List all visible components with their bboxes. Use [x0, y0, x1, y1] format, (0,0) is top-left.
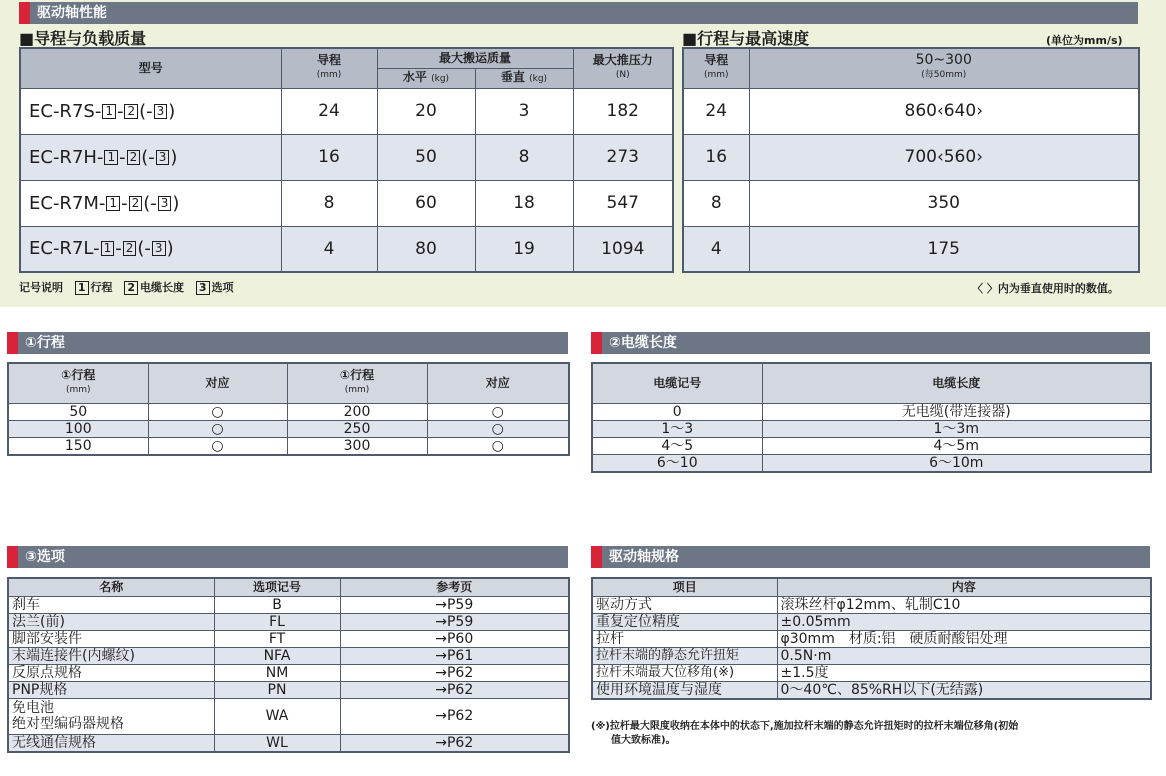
box-3: 3 [152, 241, 166, 256]
stroke-cell: 50 [8, 403, 148, 420]
lead-cell: 24 [281, 88, 377, 134]
support-cell: ○ [148, 420, 287, 437]
stroke-cell: 250 [287, 420, 427, 437]
kg-unit: (kg) [431, 73, 450, 84]
col-header-lead [683, 48, 749, 88]
table-row [20, 134, 673, 180]
option-name-cell: 刹车 [8, 596, 214, 613]
option-name-cell: PNP规格 [8, 681, 214, 698]
lead-load-title: ■导程与负载质量 [19, 29, 147, 48]
table-row [592, 403, 1151, 420]
col-header-option-code: 选项记号 [214, 578, 340, 596]
ref-page-cell: →P62 [340, 681, 569, 698]
cable-table [591, 362, 1152, 473]
lead-cell: 16 [281, 134, 377, 180]
spec-item-cell: 使用环境温度与湿度 [592, 681, 777, 699]
stroke-label: ①行程 [339, 368, 375, 383]
bracket-note: 〈 〉内为垂直使用时的数值。 [972, 282, 1119, 295]
thrust-cell: 547 [573, 180, 673, 226]
col-header-vertical [475, 68, 573, 88]
option-code-cell: NM [214, 664, 340, 681]
option-code-cell: FL [214, 613, 340, 630]
vertical-label: 垂直 [500, 69, 525, 84]
section-bar-stroke [7, 332, 568, 354]
spec-content-cell: 0～40℃、85%RH以下(无结露) [777, 681, 1151, 699]
spec-content-cell: 滚珠丝杆φ12mm、轧制C10 [777, 596, 1151, 613]
cable-code-cell: 1～3 [592, 420, 762, 437]
thrust-cell: 182 [573, 88, 673, 134]
table-row [8, 681, 569, 698]
table-row [8, 734, 569, 752]
stroke-cell: 150 [8, 437, 148, 455]
ref-page-cell: →P62 [340, 734, 569, 752]
section-bar-cable [591, 332, 1150, 354]
lead-unit: (mm) [316, 70, 342, 81]
lead-cell: 4 [281, 226, 377, 272]
thrust-cell: 273 [573, 134, 673, 180]
col-header-support: 对应 [148, 363, 287, 403]
table-row [592, 681, 1151, 699]
option-name-cell: 脚部安装件 [8, 630, 214, 647]
section-title: 驱动轴规格 [609, 549, 679, 565]
box-1: 1 [102, 104, 116, 119]
model-prefix: EC-R7H- [29, 146, 104, 168]
model-cell: EC-R7M- 1 - 2 (- 3 ) [20, 180, 281, 226]
cable-code-cell: 0 [592, 403, 762, 420]
lead-unit: (mm) [703, 70, 729, 81]
support-cell: ○ [427, 403, 569, 420]
thrust-label: 最大推压力 [592, 53, 653, 68]
col-header-ref-page: 参考页 [340, 578, 569, 596]
stroke-step: (每50mm) [921, 70, 967, 81]
model-cell: EC-R7H- 1 - 2 (- 3 ) [20, 134, 281, 180]
box-2: 2 [129, 196, 143, 211]
table-row [592, 420, 1151, 437]
col-header-thrust [573, 48, 673, 88]
ref-page-cell: →P59 [340, 613, 569, 630]
stroke-speed-title: ■行程与最高速度 [682, 29, 810, 48]
spec-item-cell: 重复定位精度 [592, 613, 777, 630]
stroke-range: 50~300 [915, 52, 972, 69]
cable-length-cell: 无电缆(带连接器) [762, 403, 1151, 420]
lead-cell: 4 [683, 226, 749, 272]
table-row [592, 596, 1151, 613]
spec-content-cell: φ30mm 材质:铝 硬质耐酸铝处理 [777, 630, 1151, 647]
legend-stroke: 行程 [90, 281, 113, 294]
table-row [8, 647, 569, 664]
lead-cell: 16 [683, 134, 749, 180]
table-row [8, 420, 569, 437]
table-row [8, 664, 569, 681]
section-title: ③选项 [25, 549, 65, 565]
footnote-line2: 值大致标准)。 [611, 735, 676, 746]
col-header-horizontal [377, 68, 475, 88]
lead-cell: 8 [281, 180, 377, 226]
spec-footnote [591, 720, 1018, 748]
table-row [8, 613, 569, 630]
mm-unit: (mm) [344, 385, 370, 396]
table-row [683, 226, 1139, 272]
section-title: ②电缆长度 [609, 335, 677, 351]
kg-unit: (kg) [529, 73, 548, 84]
cable-length-cell: 6～10m [762, 454, 1151, 472]
col-header-name: 名称 [8, 578, 214, 596]
support-cell: ○ [148, 437, 287, 455]
col-header-maxload: 最大搬运质量 [377, 48, 573, 68]
box-3: 3 [158, 196, 172, 211]
lead-label: 导程 [316, 53, 341, 68]
ref-page-cell: →P61 [340, 647, 569, 664]
spec-content-cell: ±1.5度 [777, 664, 1151, 681]
horizontal-cell: 60 [377, 180, 475, 226]
vertical-cell: 8 [475, 134, 573, 180]
spec-content-cell: 0.5N·m [777, 647, 1151, 664]
section-title: ①行程 [25, 335, 65, 351]
table-row [20, 226, 673, 272]
table-row [592, 630, 1151, 647]
option-code-cell: WA [214, 698, 340, 734]
lead-load-table [19, 47, 674, 273]
spec-item-cell: 拉杆末端最大位移角(※) [592, 664, 777, 681]
speed-cell: 860‹640› [749, 88, 1139, 134]
table-row [592, 647, 1151, 664]
model-prefix: EC-R7M- [29, 192, 106, 214]
section-bar-spec [591, 546, 1150, 568]
box-3: 3 [196, 281, 210, 295]
lead-cell: 8 [683, 180, 749, 226]
stroke-cell: 100 [8, 420, 148, 437]
box-2: 2 [124, 104, 138, 119]
table-row [683, 180, 1139, 226]
stroke-speed-table [682, 47, 1140, 273]
option-code-cell: WL [214, 734, 340, 752]
model-cell: EC-R7L- 1 - 2 (- 3 ) [20, 226, 281, 272]
option-name-cell: 法兰(前) [8, 613, 214, 630]
section-marker [7, 332, 18, 354]
ref-page-cell: →P59 [340, 596, 569, 613]
box-1: 1 [104, 150, 118, 165]
table-row [8, 403, 569, 420]
table-row [8, 630, 569, 647]
table-row [592, 613, 1151, 630]
symbol-legend [19, 279, 234, 295]
col-header-stroke [287, 363, 427, 403]
table-row [20, 88, 673, 134]
support-cell: ○ [427, 437, 569, 455]
table-row [592, 454, 1151, 472]
section-marker [591, 546, 602, 568]
model-prefix: EC-R7S- [29, 100, 102, 122]
horizontal-cell: 50 [377, 134, 475, 180]
table-row [683, 88, 1139, 134]
option-name-cell: 反原点规格 [8, 664, 214, 681]
table-row [8, 437, 569, 455]
box-1: 1 [101, 241, 115, 256]
ref-page-cell: →P60 [340, 630, 569, 647]
option-name-cell [8, 698, 214, 734]
col-header-content: 内容 [777, 578, 1151, 596]
table-row [592, 437, 1151, 454]
option-name-cell: 无线通信规格 [8, 734, 214, 752]
box-1: 1 [106, 196, 120, 211]
horizontal-cell: 20 [377, 88, 475, 134]
options-table [7, 577, 570, 753]
option-name-cell: 末端连接件(内螺纹) [8, 647, 214, 664]
ref-page-cell: →P62 [340, 698, 569, 734]
horizontal-cell: 80 [377, 226, 475, 272]
footnote-line1: (※)拉杆最大限度收纳在本体中的状态下,施加拉杆末端的静态允许扭矩时的拉杆末端位移角(初始 [591, 721, 1019, 732]
legend-option: 选项 [211, 281, 234, 294]
spec-item-cell: 拉杆 [592, 630, 777, 647]
col-header-stroke-range [749, 48, 1139, 88]
spec-content-cell: ±0.05mm [777, 613, 1151, 630]
col-header-cable-length: 电缆长度 [762, 363, 1151, 403]
model-cell: EC-R7S- 1 - 2 (- 3 ) [20, 88, 281, 134]
col-header-item: 项目 [592, 578, 777, 596]
cable-code-cell: 6～10 [592, 454, 762, 472]
vertical-cell: 3 [475, 88, 573, 134]
box-2: 2 [123, 241, 137, 256]
table-row [8, 698, 569, 734]
thrust-unit: (N) [615, 70, 630, 81]
legend-cable: 电缆长度 [140, 281, 184, 294]
stroke-cell: 200 [287, 403, 427, 420]
horizontal-label: 水平 [402, 69, 427, 84]
option-code-cell: NFA [214, 647, 340, 664]
support-cell: ○ [148, 403, 287, 420]
cable-length-cell: 4～5m [762, 437, 1151, 454]
option-name-line1: 免电池 [12, 700, 54, 716]
spec-table [591, 577, 1152, 700]
section-title: 驱动轴性能 [37, 5, 107, 21]
section-marker [19, 2, 30, 24]
model-prefix: EC-R7L- [29, 238, 100, 260]
option-code-cell: PN [214, 681, 340, 698]
speed-cell: 700‹560› [749, 134, 1139, 180]
option-name-line2: 绝对型编码器规格 [12, 716, 124, 732]
support-cell: ○ [427, 420, 569, 437]
box-2: 2 [127, 150, 141, 165]
table-row [592, 664, 1151, 681]
box-3: 3 [154, 104, 168, 119]
col-header-stroke [8, 363, 148, 403]
box-3: 3 [156, 150, 170, 165]
speed-cell: 175 [749, 226, 1139, 272]
col-header-support: 对应 [427, 363, 569, 403]
box-1: 1 [75, 281, 89, 295]
stroke-label: ①行程 [61, 368, 96, 383]
table-row [8, 596, 569, 613]
box-2: 2 [124, 281, 138, 295]
cable-length-cell: 1～3m [762, 420, 1151, 437]
section-bar-performance [19, 2, 1138, 24]
table-row [20, 180, 673, 226]
col-header-lead [281, 48, 377, 88]
vertical-cell: 19 [475, 226, 573, 272]
col-header-cable-code: 电缆记号 [592, 363, 762, 403]
vertical-cell: 18 [475, 180, 573, 226]
speed-cell: 350 [749, 180, 1139, 226]
speed-unit: (单位为mm/s) [1046, 34, 1123, 47]
section-marker [591, 332, 602, 354]
stroke-cell: 300 [287, 437, 427, 455]
mm-unit: (mm) [65, 385, 91, 396]
table-row [683, 134, 1139, 180]
legend-label: 记号说明 [19, 281, 63, 294]
option-code-cell: FT [214, 630, 340, 647]
spec-item-cell: 驱动方式 [592, 596, 777, 613]
section-bar-options [7, 546, 568, 568]
lead-label: 导程 [704, 53, 729, 68]
lead-cell: 24 [683, 88, 749, 134]
spec-item-cell: 拉杆末端的静态允许扭矩 [592, 647, 777, 664]
option-code-cell: B [214, 596, 340, 613]
thrust-cell: 1094 [573, 226, 673, 272]
stroke-table [7, 362, 570, 456]
col-header-model: 型号 [20, 48, 281, 88]
ref-page-cell: →P62 [340, 664, 569, 681]
section-marker [7, 546, 18, 568]
cable-code-cell: 4～5 [592, 437, 762, 454]
